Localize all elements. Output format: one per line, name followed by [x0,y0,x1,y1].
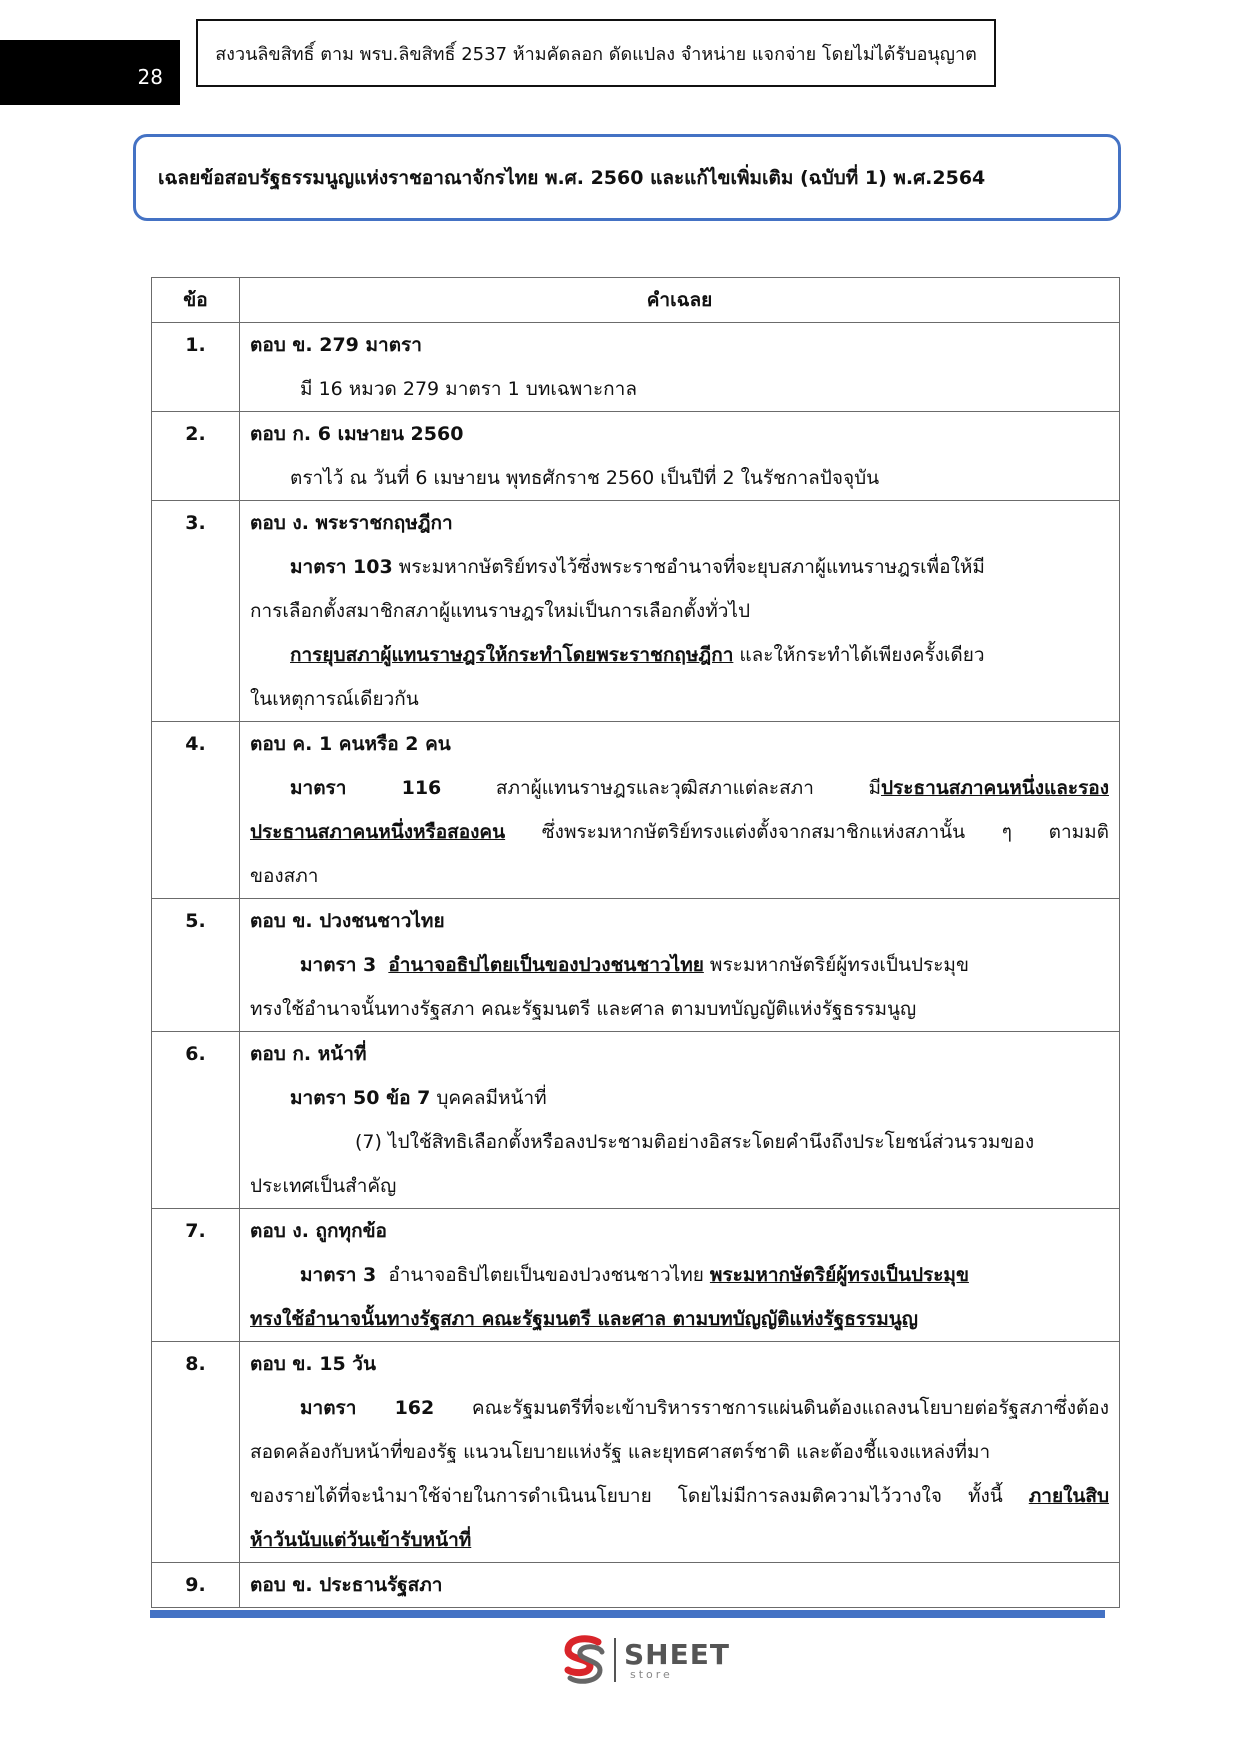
explanation-text: ของรายได้ที่จะนำมาใช้จ่ายในการดำเนินนโยบาย โดยไม่มีการลงมติความไว้วางใจ ทั้งนี้ [250,1485,1029,1507]
explanation-text: ซึ่งพระมหากษัตริย์ทรงแต่งตั้งจากสมาชิกแห่งสภานั้น ๆ ตามมติ [505,821,1109,843]
column-header-number: ข้อ [152,278,240,323]
question-number: 9. [152,1563,240,1608]
answer-heading: ตอบ ง. ถูกทุกข้อ [250,1220,387,1242]
answer-heading: ตอบ ข. ประธานรัฐสภา [250,1574,443,1596]
page-number: 28 [0,40,180,105]
answer-heading: ตอบ ข. ปวงชนชาวไทย [250,910,445,932]
explanation-line [250,545,1109,589]
answer-heading: ตอบ ง. พระราชกฤษฎีกา [250,512,453,534]
table-row [152,1209,1120,1342]
table-row [152,899,1120,1032]
table-row [152,323,1120,412]
answer-cell [240,1342,1120,1563]
answer-heading: ตอบ ข. 15 วัน [250,1353,376,1375]
section-reference: มาตรา 116 [290,777,442,799]
key-phrase: ประธานสภาคนหนึ่งหรือสองคน [250,821,506,843]
answer-cell [240,412,1120,501]
explanation-line [250,766,1109,810]
explanation-line [250,1386,1109,1430]
section-reference: มาตรา 103 [290,556,393,578]
question-number: 2. [152,412,240,501]
table-row [152,722,1120,899]
answer-heading: ตอบ ก. หน้าที่ [250,1043,367,1065]
question-number: 7. [152,1209,240,1342]
explanation-line [250,1076,1109,1120]
explanation-line [250,1253,1109,1297]
footer-divider [150,1610,1105,1618]
explanation-line: ประเทศเป็นสำคัญ [250,1175,397,1197]
answer-cell [240,323,1120,412]
copyright-notice: สงวนลิขสิทธิ์ ตาม พรบ.ลิขสิทธิ์ 2537 ห้ามคัดลอก ดัดแปลง จำหน่าย แจกจ่าย โดยไม่ได้รับอนุญาต [196,19,996,87]
explanation-line: ทรงใช้อำนาจนั้นทางรัฐสภา คณะรัฐมนตรี และศาล ตามบทบัญญัติแห่งรัฐธรรมนูญ [250,998,917,1020]
explanation-line: ตราไว้ ณ วันที่ 6 เมษายน พุทธศักราช 2560 เป็นปีที่ 2 ในรัชกาลปัจจุบัน [290,467,880,489]
explanation-line: สอดคล้องกับหน้าที่ของรัฐ แนวนโยบายแห่งรัฐ และยุทธศาสตร์ชาติ และต้องชี้แจงแหล่งที่มา [250,1441,991,1463]
key-phrase: ภายในสิบ [1028,1485,1109,1507]
column-header-answer: คำเฉลย [240,278,1120,323]
table-header-row [152,278,1120,323]
logo-separator [614,1638,616,1682]
table-row [152,412,1120,501]
question-number: 1. [152,323,240,412]
answer-cell [240,1209,1120,1342]
section-reference: มาตรา 3 [300,954,377,976]
logo-main-text: SHEET [624,1637,730,1671]
table-row [152,1342,1120,1563]
logo-sub-text: store [630,1667,673,1681]
explanation-line [250,810,1109,854]
section-reference: มาตรา 162 [300,1397,435,1419]
explanation-line: (7) ไปใช้สิทธิเลือกตั้งหรือลงประชามติอย่างอิสระโดยคำนึงถึงประโยชน์ส่วนรวมของ [355,1131,1035,1153]
answer-heading: ตอบ ก. 6 เมษายน 2560 [250,423,464,445]
answer-cell [240,899,1120,1032]
explanation-text: พระมหากษัตริย์ผู้ทรงเป็นประมุข [703,954,969,976]
answer-cell [240,722,1120,899]
question-number: 3. [152,501,240,722]
key-phrase: ประธานสภาคนหนึ่งและรอง [881,777,1109,799]
sheet-store-logo [560,1630,740,1690]
explanation-text: คณะรัฐมนตรีที่จะเข้าบริหารราชการแผ่นดินต้องแถลงนโยบายต่อรัฐสภาซึ่งต้อง [434,1397,1109,1419]
explanation-line [250,1518,1109,1562]
explanation-text: อำนาจอธิปไตยเป็นของปวงชนชาวไทย [388,1264,710,1286]
answer-cell [240,501,1120,722]
explanation-line [250,1297,1109,1341]
explanation-line: ในเหตุการณ์เดียวกัน [250,688,419,710]
question-number: 5. [152,899,240,1032]
explanation-text: บุคคลมีหน้าที่ [430,1087,547,1109]
table-row [152,501,1120,722]
explanation-line: ของสภา [250,865,319,887]
key-phrase: การยุบสภาผู้แทนราษฎรให้กระทำโดยพระราชกฤษฎีกา [290,644,734,666]
explanation-line: มี 16 หมวด 279 มาตรา 1 บทเฉพาะกาล [300,378,637,400]
table-row [152,1563,1120,1608]
explanation-line [250,633,1109,677]
answer-heading: ตอบ ค. 1 คนหรือ 2 คน [250,733,451,755]
key-phrase: พระมหากษัตริย์ผู้ทรงเป็นประมุข [709,1264,969,1286]
answer-cell [240,1563,1120,1608]
sheet-store-logo-icon [560,1634,608,1686]
key-phrase: ทรงใช้อำนาจนั้นทางรัฐสภา คณะรัฐมนตรี และศาล ตามบทบัญญัติแห่งรัฐธรรมนูญ [250,1308,918,1330]
explanation-text: พระมหากษัตริย์ทรงไว้ซึ่งพระราชอำนาจที่จะยุบสภาผู้แทนราษฎรเพื่อให้มี [392,556,985,578]
section-reference: มาตรา 3 [300,1264,377,1286]
answer-table [151,277,1120,1608]
key-phrase: ห้าวันนับแต่วันเข้ารับหน้าที่ [250,1529,472,1551]
explanation-text: สภาผู้แทนราษฎรและวุฒิสภาแต่ละสภา มี [441,777,881,799]
explanation-line [250,1474,1109,1518]
answer-heading: ตอบ ข. 279 มาตรา [250,334,422,356]
logo-wordmark [624,1637,730,1681]
explanation-line: การเลือกตั้งสมาชิกสภาผู้แทนราษฎรใหม่เป็นการเลือกตั้งทั่วไป [250,600,751,622]
document-title: เฉลยข้อสอบรัฐธรรมนูญแห่งราชอาณาจักรไทย พ.ศ. 2560 และแก้ไขเพิ่มเติม (ฉบับที่ 1) พ.ศ.2564 [133,134,1121,221]
answer-cell [240,1032,1120,1209]
section-reference: มาตรา 50 ข้อ 7 [290,1087,431,1109]
question-number: 8. [152,1342,240,1563]
key-phrase: อำนาจอธิปไตยเป็นของปวงชนชาวไทย [388,954,704,976]
explanation-line [250,943,1109,987]
explanation-text: และให้กระทำได้เพียงครั้งเดียว [733,644,985,666]
question-number: 6. [152,1032,240,1209]
table-row [152,1032,1120,1209]
question-number: 4. [152,722,240,899]
